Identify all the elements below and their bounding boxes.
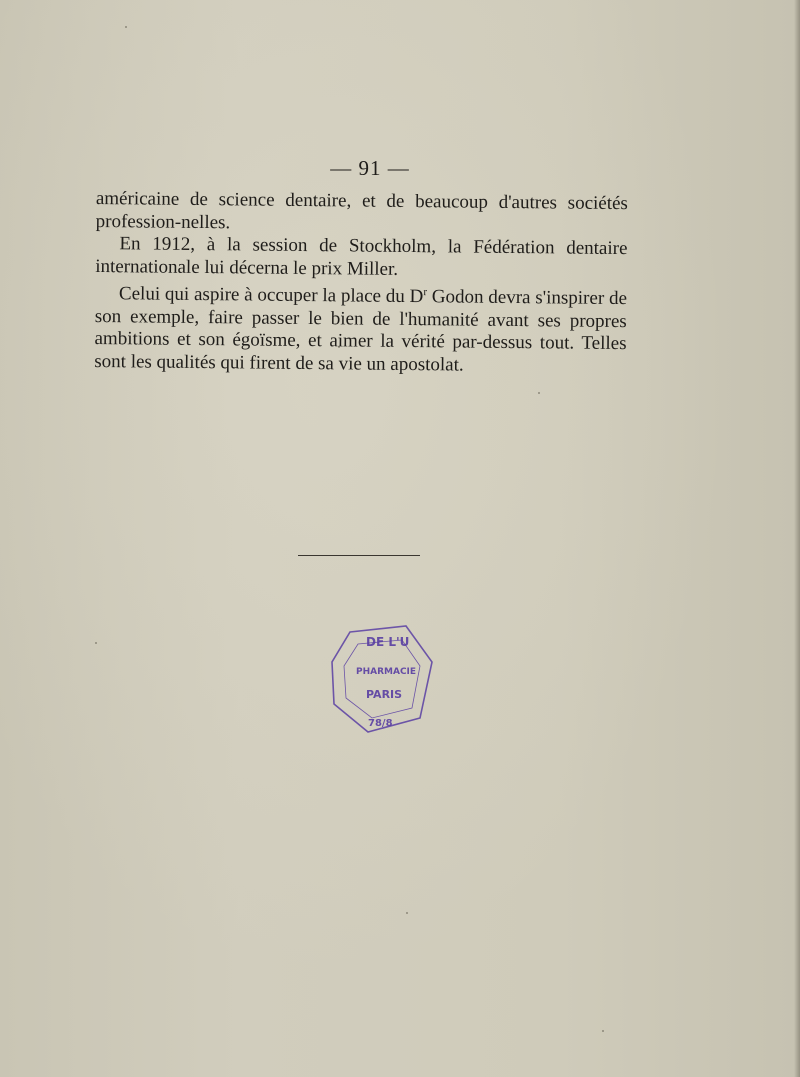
paper-speck bbox=[125, 26, 127, 28]
paper-speck bbox=[338, 346, 340, 348]
paper-speck bbox=[538, 392, 540, 394]
stamp-city-text: PARIS bbox=[366, 688, 403, 701]
paragraph-3-rest: Godon devra s'inspirer de son exemple, faire passer le bien de l'humanité avant ses propres ambitions et son égoïsme, et aimer la vérité par-dessus tout. Telles sont les qualités qui firent de sa vie un apostolat. bbox=[94, 286, 628, 376]
body-text bbox=[94, 188, 628, 378]
paper-speck bbox=[406, 912, 408, 914]
stamp-top-text: DE L'U bbox=[366, 635, 410, 649]
paragraph-3-start: Celui qui aspire à occuper la place du D bbox=[118, 283, 424, 308]
paper-speck bbox=[602, 1030, 604, 1032]
stamp-bottom-text: 78/8 bbox=[368, 718, 393, 729]
paper-speck bbox=[95, 642, 97, 644]
stamp-inner-border bbox=[344, 640, 420, 718]
paragraph-2: En 1912, à la session de Stockholm, la Fédération dentaire internationale lui décerna le prix Miller. bbox=[95, 233, 628, 280]
doctor-abbrev-superscript: r bbox=[423, 286, 428, 299]
page-edge-shadow bbox=[794, 0, 800, 1077]
stamp-center-text: PHARMACIE bbox=[356, 667, 417, 677]
section-rule bbox=[298, 555, 420, 556]
paragraph-1: américaine de science dentaire, et de beaucoup d'autres sociétés profession-nelles. bbox=[95, 188, 628, 233]
paragraph-3 bbox=[94, 278, 627, 378]
page-number: — 91 — bbox=[330, 156, 410, 180]
library-stamp bbox=[328, 622, 436, 734]
